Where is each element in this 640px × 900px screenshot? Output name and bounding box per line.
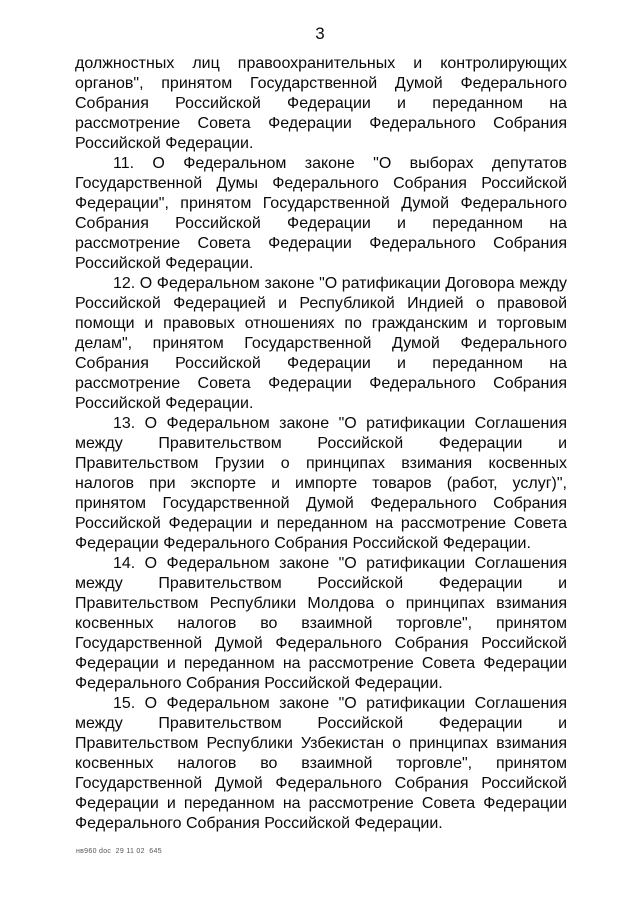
document-body	[75, 54, 567, 834]
paragraph-text: должностных лиц правоохранительных и контролирующих органов", принятом Государственной Думой Федерального Собрания Российской Федерации и переданном на рассмотрение Совета Федерации Федерального Собрания Российской Федерации.	[75, 55, 567, 152]
paragraph-text: О Федеральном законе "О ратификации Соглашения между Правительством Российской Федерации и Правительством Грузии о принципах взимания косвенных налогов при экспорте и импорте товаров (работ, услуг)", принятом Государственной Думой Федерального Собрания Российской Федерации и переданном на рассмотрение Совета Федерации Федерального Собрания Российской Федерации.	[75, 415, 567, 552]
paragraph-item-15	[75, 694, 567, 834]
footer-note: нв960 doc 29 11 02 645	[76, 848, 162, 855]
page-number: 3	[315, 24, 325, 43]
item-number: 11.	[113, 155, 135, 172]
paragraph-item-14	[75, 554, 567, 694]
paragraph-item-13	[75, 414, 567, 554]
paragraph-text: О Федеральном законе "О ратификации Договора между Российской Федерацией и Республикой Индией о правовой помощи и правовых отношениях по гражданским и торговым делам", принятом Государственной Думой Федерального Собрания Российской Федерации и переданном на рассмотрение Совета Федерации Федерального Собрания Российской Федерации.	[75, 275, 567, 412]
item-number: 15.	[113, 695, 136, 712]
paragraph-text: О Федеральном законе "О ратификации Соглашения между Правительством Российской Федерации и Правительством Республики Узбекистан о принципах взимания косвенных налогов во взаимной торговле", принятом Государственной Думой Федерального Собрания Российской Федерации и переданном на рассмотрение Совета Федерации Федерального Собрания Российской Федерации.	[75, 695, 567, 832]
paragraph-continuation	[75, 54, 567, 154]
paragraph-item-11	[75, 154, 567, 274]
item-number: 14.	[113, 555, 136, 572]
paragraph-text: О Федеральном законе "О выборах депутатов Государственной Думы Федерального Собрания Российской Федерации", принятом Государственной Думой Федерального Собрания Российской Федерации и переданном на рассмотрение Совета Федерации Федерального Собрания Российской Федерации.	[75, 155, 567, 272]
paragraph-item-12	[75, 274, 567, 414]
item-number: 12.	[113, 275, 136, 292]
paragraph-text: О Федеральном законе "О ратификации Соглашения между Правительством Российской Федерации и Правительством Республики Молдова о принципах взимания косвенных налогов во взаимной торговле", принятом Государственной Думой Федерального Собрания Российской Федерации и переданном на рассмотрение Совета Федерации Федерального Собрания Российской Федерации.	[75, 555, 567, 692]
item-number: 13.	[113, 415, 136, 432]
